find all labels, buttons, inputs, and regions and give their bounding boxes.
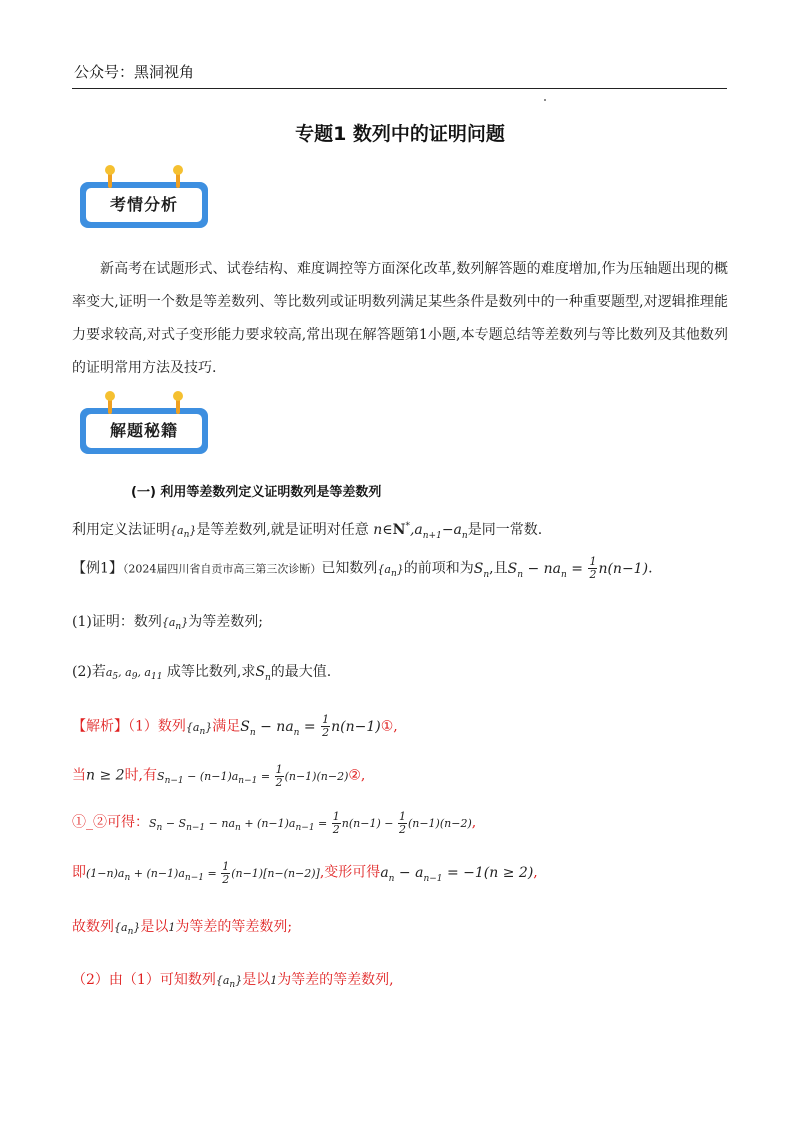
seq-an-formula: $\{a_n\}$: [114, 921, 141, 938]
sol-text: ①_②可得：: [72, 814, 149, 831]
Sn-relation-formula: $S_n - na_n$ = $\frac{1}{2}$ n(n−1): [507, 555, 649, 581]
q2-text-a: (2)若: [72, 664, 106, 680]
sol-text: 是以: [140, 919, 169, 935]
difference-formula: $S_n - S_{n-1} - na_n + (n-1)a_{n-1}$ = $\frac{1}{2}$ n(n−1) − $\frac{1}{2}$ (n−1)(n−2): [149, 810, 472, 836]
sol-text: （1）数列: [128, 718, 186, 735]
q2-text-c: 的最大值.: [270, 664, 332, 680]
seq-an-formula: $\{a_n\}$: [161, 616, 189, 633]
Sn-symbol: $S_n$: [255, 664, 271, 683]
example-text-b: 的前项和为: [403, 560, 474, 577]
stray-dot: [544, 99, 546, 101]
example-text-c: ,且: [489, 560, 508, 577]
q1-text-b: 为等差数列;: [188, 614, 263, 630]
question-1: [72, 611, 263, 632]
rule-line: [72, 519, 542, 541]
sol-text: 时,有: [124, 767, 158, 784]
n-in-N-formula: $n\in N^*,a_{n+1}-a_n$: [373, 521, 468, 541]
solution-line-6: [72, 969, 394, 990]
rule-text-b: 是等差数列,就是证明对任意: [196, 522, 369, 538]
Sn-symbol: $S_n$: [473, 560, 490, 580]
sol-text: 即: [72, 864, 86, 881]
example-tag: 【例1】: [72, 560, 123, 577]
rule-text-c: 是同一常数.: [467, 522, 543, 538]
difference-value: 1: [270, 974, 278, 987]
pin-icon: [108, 170, 112, 188]
pin-icon: [176, 396, 180, 414]
rule-text-a: 利用定义法证明: [72, 522, 170, 538]
solution-line-2: [72, 764, 365, 789]
sol-text: 是以: [242, 972, 271, 988]
page-title: 专题1 数列中的证明问题: [295, 123, 505, 145]
header-rule: [72, 88, 727, 89]
solution-line-1: [72, 714, 398, 739]
sol-text: 满足: [212, 718, 241, 735]
sol-text: ②,: [348, 767, 366, 784]
example-source: （2024届四川省自贡市高三第三次诊断）: [122, 562, 322, 576]
sol-text: ,变形可得: [319, 864, 381, 881]
solution-line-3: ①_②可得：$S_n - S_{n-1} - na_n + (n-1)a_{n-1}$ = $\frac{1}{2}$ n(n−1) − $\frac{1}{2}$ (n−1)(n−2),: [72, 810, 477, 836]
example-text-a: 已知数列: [321, 560, 378, 577]
pin-icon: [176, 170, 180, 188]
seq-an-formula: $\{a_n\}$: [215, 974, 243, 991]
n-ge-2-formula: n ≥ 2: [86, 767, 125, 784]
q1-text-a: (1)证明：数列: [72, 614, 162, 630]
solution-line-5: [72, 916, 292, 937]
badge-analysis: [80, 182, 208, 228]
difference-value: 1: [168, 921, 176, 934]
question-2: [72, 661, 331, 683]
sol-text: 为等差的等差数列,: [277, 972, 394, 988]
badge-label: 考情分析: [86, 188, 202, 222]
intro-paragraph: 新高考在试题形式、试卷结构、难度调控等方面深化改革,数列解答题的难度增加,作为压轴题出现的概率变大,证明一个数是等差数列、等比数列或证明数列满足某些条件是数列中的一种重要题型,对逻辑推理能力要求较高,对式子变形能力要求较高,常出现在解答题第1小题,本专题总结等差数列与等比数列及其他数列的证明常用方法及技巧.: [72, 261, 728, 376]
sol-text: 故数列: [72, 919, 114, 935]
seq-an-formula: $\{a_n\}$: [185, 720, 213, 737]
badge-label: 解题秘籍: [86, 414, 202, 448]
seq-an-formula: $\{a_n\}$: [170, 524, 197, 541]
account-header: 公众号：黑洞视角: [74, 63, 195, 81]
badge-secrets: [80, 408, 208, 454]
sol-text: 为等差的等差数列;: [175, 919, 293, 935]
sol-text: （2）由（1）可知数列: [72, 972, 216, 988]
q2-text-b: 成等比数列,求: [166, 664, 256, 680]
pin-icon: [108, 396, 112, 414]
seq-an-formula: $\{a_n\}$: [377, 562, 404, 579]
section-heading: (一) 利用等差数列定义证明数列是等差数列: [131, 485, 382, 500]
sol-text: ①,: [380, 718, 398, 735]
sol-text: 当: [72, 767, 86, 784]
solution-tag: 【解析】: [72, 718, 128, 735]
Sn-relation-formula: $S_n - na_n$ = $\frac{1}{2}$ n(n−1): [240, 713, 381, 739]
example-line: 【例1】（2024届四川省自贡市高三第三次诊断）已知数列$\{a_n\}$的前项和为$S_n$,且$S_n - na_n$ = $\frac{1}{2}$ n(n−1).: [72, 555, 653, 581]
terms-formula: $a_5$, $a_9$, $a_{11}$: [105, 666, 163, 683]
simplified-formula: $(1-n)a_n + (n-1)a_{n-1}$ = $\frac{1}{2}$ (n−1)[n−(n−2)]: [86, 860, 320, 886]
Sn-1-relation-formula: $S_{n-1} - (n-1)a_{n-1}$ = $\frac{1}{2}$ (n−1)(n−2): [157, 763, 349, 789]
common-difference-formula: $a_n - a_{n-1} = -1(n \ge 2)$: [380, 864, 534, 884]
solution-line-4: 即$(1-n)a_n + (n-1)a_{n-1}$ = $\frac{1}{2}$ (n−1)[n−(n−2)],变形可得$a_n - a_{n-1} = -1(n \ge 2)$,: [72, 860, 538, 886]
